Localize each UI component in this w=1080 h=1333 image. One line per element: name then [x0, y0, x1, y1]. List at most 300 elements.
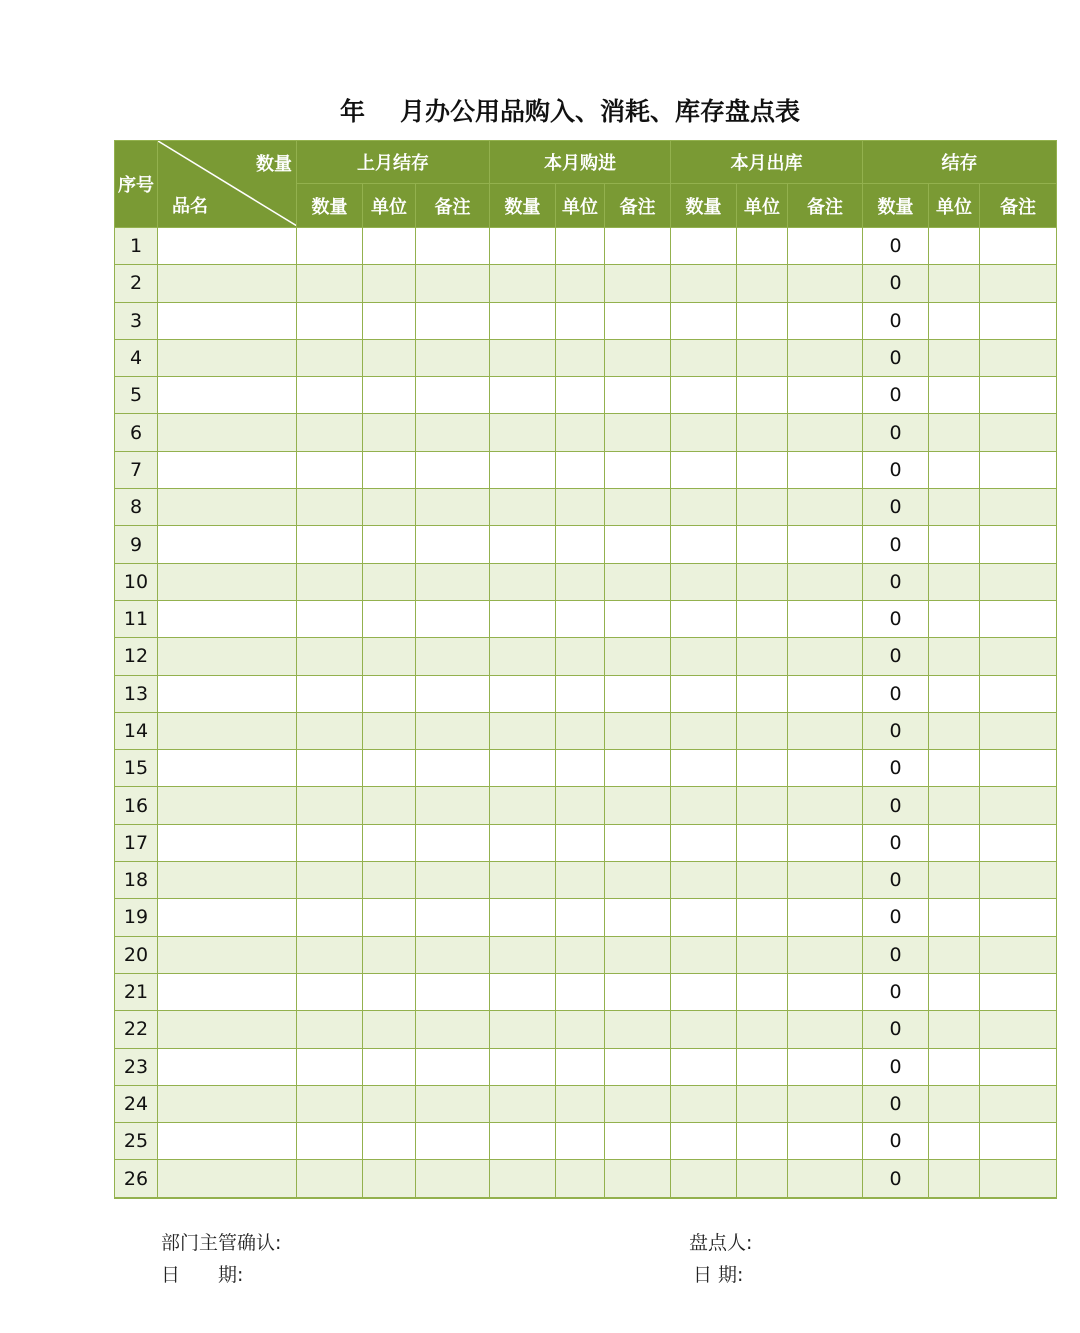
- table-cell[interactable]: [671, 1160, 737, 1198]
- table-cell[interactable]: [788, 1011, 863, 1048]
- table-cell[interactable]: [556, 1085, 605, 1122]
- item-name-cell[interactable]: [158, 377, 297, 414]
- table-cell[interactable]: [363, 451, 416, 488]
- table-cell[interactable]: [490, 265, 556, 302]
- table-cell[interactable]: [363, 1160, 416, 1198]
- table-cell[interactable]: [980, 489, 1057, 526]
- table-cell[interactable]: [671, 228, 737, 265]
- table-cell[interactable]: [363, 526, 416, 563]
- table-cell[interactable]: [363, 1048, 416, 1085]
- item-name-cell[interactable]: [158, 824, 297, 861]
- table-cell[interactable]: [929, 302, 980, 339]
- table-cell[interactable]: [980, 1085, 1057, 1122]
- balance-quantity-cell[interactable]: 0: [863, 862, 929, 899]
- table-cell[interactable]: [980, 526, 1057, 563]
- table-cell[interactable]: [416, 973, 490, 1010]
- item-name-cell[interactable]: [158, 750, 297, 787]
- table-cell[interactable]: [980, 339, 1057, 376]
- table-cell[interactable]: [297, 563, 363, 600]
- table-cell[interactable]: [929, 265, 980, 302]
- table-cell[interactable]: [416, 899, 490, 936]
- table-cell[interactable]: [605, 862, 671, 899]
- table-cell[interactable]: [556, 750, 605, 787]
- table-cell[interactable]: [671, 265, 737, 302]
- balance-quantity-cell[interactable]: 0: [863, 1160, 929, 1198]
- table-cell[interactable]: [490, 1011, 556, 1048]
- table-cell[interactable]: [363, 936, 416, 973]
- table-cell[interactable]: [671, 563, 737, 600]
- table-cell[interactable]: [737, 973, 788, 1010]
- table-cell[interactable]: [605, 1048, 671, 1085]
- item-name-cell[interactable]: [158, 973, 297, 1010]
- table-cell[interactable]: [605, 228, 671, 265]
- table-cell[interactable]: [788, 824, 863, 861]
- table-cell[interactable]: [297, 750, 363, 787]
- table-cell[interactable]: [605, 414, 671, 451]
- table-cell[interactable]: [605, 712, 671, 749]
- table-cell[interactable]: [671, 600, 737, 637]
- table-cell[interactable]: [490, 973, 556, 1010]
- table-cell[interactable]: [980, 787, 1057, 824]
- table-cell[interactable]: [929, 750, 980, 787]
- table-cell[interactable]: [416, 1123, 490, 1160]
- table-cell[interactable]: [556, 712, 605, 749]
- table-cell[interactable]: [671, 1048, 737, 1085]
- table-cell[interactable]: [363, 824, 416, 861]
- item-name-cell[interactable]: [158, 675, 297, 712]
- table-cell[interactable]: [416, 489, 490, 526]
- table-cell[interactable]: [980, 675, 1057, 712]
- table-cell[interactable]: [363, 973, 416, 1010]
- table-cell[interactable]: [737, 228, 788, 265]
- table-cell[interactable]: [490, 936, 556, 973]
- table-cell[interactable]: [363, 1085, 416, 1122]
- balance-quantity-cell[interactable]: 0: [863, 675, 929, 712]
- table-cell[interactable]: [556, 862, 605, 899]
- balance-quantity-cell[interactable]: 0: [863, 451, 929, 488]
- table-cell[interactable]: [737, 824, 788, 861]
- table-cell[interactable]: [363, 489, 416, 526]
- table-cell[interactable]: [556, 936, 605, 973]
- table-cell[interactable]: [671, 451, 737, 488]
- table-cell[interactable]: [929, 228, 980, 265]
- balance-quantity-cell[interactable]: 0: [863, 600, 929, 637]
- table-cell[interactable]: [929, 1011, 980, 1048]
- table-cell[interactable]: [671, 1085, 737, 1122]
- table-cell[interactable]: [605, 750, 671, 787]
- table-cell[interactable]: [556, 451, 605, 488]
- table-cell[interactable]: [737, 414, 788, 451]
- table-cell[interactable]: [671, 973, 737, 1010]
- table-cell[interactable]: [556, 1048, 605, 1085]
- table-cell[interactable]: [737, 377, 788, 414]
- table-cell[interactable]: [671, 1011, 737, 1048]
- table-cell[interactable]: [416, 600, 490, 637]
- table-cell[interactable]: [929, 489, 980, 526]
- table-cell[interactable]: [980, 563, 1057, 600]
- table-cell[interactable]: [737, 1123, 788, 1160]
- table-cell[interactable]: [980, 1048, 1057, 1085]
- table-cell[interactable]: [490, 712, 556, 749]
- table-cell[interactable]: [297, 899, 363, 936]
- item-name-cell[interactable]: [158, 712, 297, 749]
- table-cell[interactable]: [788, 265, 863, 302]
- item-name-cell[interactable]: [158, 489, 297, 526]
- table-cell[interactable]: [929, 414, 980, 451]
- table-cell[interactable]: [605, 339, 671, 376]
- table-cell[interactable]: [297, 265, 363, 302]
- table-cell[interactable]: [737, 787, 788, 824]
- balance-quantity-cell[interactable]: 0: [863, 489, 929, 526]
- item-name-cell[interactable]: [158, 228, 297, 265]
- table-cell[interactable]: [490, 302, 556, 339]
- table-cell[interactable]: [929, 638, 980, 675]
- table-cell[interactable]: [556, 526, 605, 563]
- table-cell[interactable]: [416, 563, 490, 600]
- table-cell[interactable]: [788, 899, 863, 936]
- table-cell[interactable]: [363, 377, 416, 414]
- table-cell[interactable]: [556, 899, 605, 936]
- table-cell[interactable]: [416, 787, 490, 824]
- table-cell[interactable]: [671, 302, 737, 339]
- table-cell[interactable]: [556, 563, 605, 600]
- balance-quantity-cell[interactable]: 0: [863, 1048, 929, 1085]
- table-cell[interactable]: [363, 787, 416, 824]
- table-cell[interactable]: [416, 824, 490, 861]
- table-cell[interactable]: [605, 1011, 671, 1048]
- table-cell[interactable]: [929, 563, 980, 600]
- table-cell[interactable]: [980, 750, 1057, 787]
- table-cell[interactable]: [605, 563, 671, 600]
- balance-quantity-cell[interactable]: 0: [863, 1123, 929, 1160]
- table-cell[interactable]: [788, 638, 863, 675]
- table-cell[interactable]: [980, 973, 1057, 1010]
- table-cell[interactable]: [297, 302, 363, 339]
- table-cell[interactable]: [929, 339, 980, 376]
- table-cell[interactable]: [605, 302, 671, 339]
- table-cell[interactable]: [788, 750, 863, 787]
- table-cell[interactable]: [929, 899, 980, 936]
- table-cell[interactable]: [737, 638, 788, 675]
- table-cell[interactable]: [490, 750, 556, 787]
- balance-quantity-cell[interactable]: 0: [863, 228, 929, 265]
- table-cell[interactable]: [980, 377, 1057, 414]
- table-cell[interactable]: [929, 675, 980, 712]
- table-cell[interactable]: [671, 638, 737, 675]
- table-cell[interactable]: [671, 787, 737, 824]
- table-cell[interactable]: [737, 862, 788, 899]
- table-cell[interactable]: [788, 563, 863, 600]
- table-cell[interactable]: [416, 936, 490, 973]
- item-name-cell[interactable]: [158, 787, 297, 824]
- table-cell[interactable]: [980, 414, 1057, 451]
- table-cell[interactable]: [556, 675, 605, 712]
- table-cell[interactable]: [297, 489, 363, 526]
- balance-quantity-cell[interactable]: 0: [863, 526, 929, 563]
- table-cell[interactable]: [788, 862, 863, 899]
- balance-quantity-cell[interactable]: 0: [863, 712, 929, 749]
- table-cell[interactable]: [363, 414, 416, 451]
- table-cell[interactable]: [416, 451, 490, 488]
- table-cell[interactable]: [490, 377, 556, 414]
- table-cell[interactable]: [980, 862, 1057, 899]
- table-cell[interactable]: [737, 563, 788, 600]
- table-cell[interactable]: [605, 1123, 671, 1160]
- table-cell[interactable]: [363, 862, 416, 899]
- table-cell[interactable]: [490, 451, 556, 488]
- table-cell[interactable]: [737, 600, 788, 637]
- table-cell[interactable]: [737, 526, 788, 563]
- table-cell[interactable]: [788, 1160, 863, 1198]
- item-name-cell[interactable]: [158, 526, 297, 563]
- table-cell[interactable]: [556, 787, 605, 824]
- table-cell[interactable]: [556, 265, 605, 302]
- table-cell[interactable]: [788, 414, 863, 451]
- table-cell[interactable]: [737, 302, 788, 339]
- balance-quantity-cell[interactable]: 0: [863, 1011, 929, 1048]
- table-cell[interactable]: [980, 712, 1057, 749]
- table-cell[interactable]: [737, 1085, 788, 1122]
- table-cell[interactable]: [788, 228, 863, 265]
- table-cell[interactable]: [556, 824, 605, 861]
- table-cell[interactable]: [605, 265, 671, 302]
- table-cell[interactable]: [416, 750, 490, 787]
- table-cell[interactable]: [416, 377, 490, 414]
- table-cell[interactable]: [416, 1160, 490, 1198]
- table-cell[interactable]: [490, 899, 556, 936]
- table-cell[interactable]: [605, 675, 671, 712]
- table-cell[interactable]: [788, 1048, 863, 1085]
- table-cell[interactable]: [490, 600, 556, 637]
- table-cell[interactable]: [556, 1011, 605, 1048]
- table-cell[interactable]: [416, 414, 490, 451]
- table-cell[interactable]: [788, 600, 863, 637]
- item-name-cell[interactable]: [158, 1123, 297, 1160]
- table-cell[interactable]: [490, 862, 556, 899]
- table-cell[interactable]: [556, 600, 605, 637]
- table-cell[interactable]: [929, 787, 980, 824]
- table-cell[interactable]: [980, 824, 1057, 861]
- item-name-cell[interactable]: [158, 1160, 297, 1198]
- table-cell[interactable]: [671, 899, 737, 936]
- table-cell[interactable]: [605, 936, 671, 973]
- item-name-cell[interactable]: [158, 1048, 297, 1085]
- table-cell[interactable]: [416, 638, 490, 675]
- balance-quantity-cell[interactable]: 0: [863, 1085, 929, 1122]
- table-cell[interactable]: [416, 265, 490, 302]
- table-cell[interactable]: [980, 600, 1057, 637]
- table-cell[interactable]: [416, 302, 490, 339]
- table-cell[interactable]: [788, 973, 863, 1010]
- table-cell[interactable]: [556, 1160, 605, 1198]
- item-name-cell[interactable]: [158, 339, 297, 376]
- table-cell[interactable]: [297, 787, 363, 824]
- table-cell[interactable]: [297, 824, 363, 861]
- table-cell[interactable]: [297, 1123, 363, 1160]
- table-cell[interactable]: [671, 526, 737, 563]
- table-cell[interactable]: [737, 750, 788, 787]
- table-cell[interactable]: [605, 787, 671, 824]
- table-cell[interactable]: [297, 862, 363, 899]
- table-cell[interactable]: [929, 1123, 980, 1160]
- table-cell[interactable]: [671, 712, 737, 749]
- table-cell[interactable]: [737, 1011, 788, 1048]
- table-cell[interactable]: [929, 377, 980, 414]
- table-cell[interactable]: [363, 1011, 416, 1048]
- table-cell[interactable]: [363, 228, 416, 265]
- table-cell[interactable]: [737, 675, 788, 712]
- table-cell[interactable]: [671, 824, 737, 861]
- table-cell[interactable]: [490, 526, 556, 563]
- table-cell[interactable]: [556, 228, 605, 265]
- table-cell[interactable]: [416, 1048, 490, 1085]
- table-cell[interactable]: [416, 1011, 490, 1048]
- table-cell[interactable]: [671, 489, 737, 526]
- item-name-cell[interactable]: [158, 862, 297, 899]
- table-cell[interactable]: [929, 712, 980, 749]
- table-cell[interactable]: [363, 675, 416, 712]
- table-cell[interactable]: [980, 1123, 1057, 1160]
- table-cell[interactable]: [671, 936, 737, 973]
- table-cell[interactable]: [788, 339, 863, 376]
- table-cell[interactable]: [490, 563, 556, 600]
- table-cell[interactable]: [788, 526, 863, 563]
- table-cell[interactable]: [363, 1123, 416, 1160]
- table-cell[interactable]: [490, 339, 556, 376]
- balance-quantity-cell[interactable]: 0: [863, 899, 929, 936]
- table-cell[interactable]: [788, 1085, 863, 1122]
- table-cell[interactable]: [671, 862, 737, 899]
- table-cell[interactable]: [980, 302, 1057, 339]
- balance-quantity-cell[interactable]: 0: [863, 302, 929, 339]
- table-cell[interactable]: [929, 824, 980, 861]
- table-cell[interactable]: [605, 899, 671, 936]
- table-cell[interactable]: [363, 600, 416, 637]
- table-cell[interactable]: [297, 600, 363, 637]
- balance-quantity-cell[interactable]: 0: [863, 750, 929, 787]
- table-cell[interactable]: [297, 451, 363, 488]
- table-cell[interactable]: [788, 936, 863, 973]
- table-cell[interactable]: [980, 936, 1057, 973]
- table-cell[interactable]: [980, 228, 1057, 265]
- table-cell[interactable]: [556, 1123, 605, 1160]
- table-cell[interactable]: [363, 265, 416, 302]
- balance-quantity-cell[interactable]: 0: [863, 563, 929, 600]
- table-cell[interactable]: [671, 339, 737, 376]
- item-name-cell[interactable]: [158, 265, 297, 302]
- item-name-cell[interactable]: [158, 899, 297, 936]
- table-cell[interactable]: [416, 862, 490, 899]
- table-cell[interactable]: [929, 1085, 980, 1122]
- table-cell[interactable]: [929, 1160, 980, 1198]
- table-cell[interactable]: [737, 339, 788, 376]
- table-cell[interactable]: [788, 1123, 863, 1160]
- table-cell[interactable]: [671, 1123, 737, 1160]
- table-cell[interactable]: [605, 526, 671, 563]
- item-name-cell[interactable]: [158, 936, 297, 973]
- table-cell[interactable]: [297, 414, 363, 451]
- table-cell[interactable]: [363, 638, 416, 675]
- table-cell[interactable]: [929, 973, 980, 1010]
- table-cell[interactable]: [297, 339, 363, 376]
- table-cell[interactable]: [297, 675, 363, 712]
- item-name-cell[interactable]: [158, 414, 297, 451]
- balance-quantity-cell[interactable]: 0: [863, 787, 929, 824]
- table-cell[interactable]: [490, 489, 556, 526]
- table-cell[interactable]: [737, 1160, 788, 1198]
- table-cell[interactable]: [490, 638, 556, 675]
- table-cell[interactable]: [788, 489, 863, 526]
- table-cell[interactable]: [605, 489, 671, 526]
- table-cell[interactable]: [556, 638, 605, 675]
- table-cell[interactable]: [297, 1011, 363, 1048]
- table-cell[interactable]: [671, 675, 737, 712]
- table-cell[interactable]: [490, 787, 556, 824]
- table-cell[interactable]: [605, 638, 671, 675]
- table-cell[interactable]: [929, 600, 980, 637]
- table-cell[interactable]: [490, 228, 556, 265]
- table-cell[interactable]: [605, 973, 671, 1010]
- item-name-cell[interactable]: [158, 600, 297, 637]
- table-cell[interactable]: [980, 451, 1057, 488]
- table-cell[interactable]: [788, 712, 863, 749]
- table-cell[interactable]: [556, 339, 605, 376]
- table-cell[interactable]: [737, 451, 788, 488]
- item-name-cell[interactable]: [158, 1011, 297, 1048]
- table-cell[interactable]: [788, 787, 863, 824]
- table-cell[interactable]: [605, 600, 671, 637]
- table-cell[interactable]: [490, 1123, 556, 1160]
- balance-quantity-cell[interactable]: 0: [863, 936, 929, 973]
- table-cell[interactable]: [671, 414, 737, 451]
- table-cell[interactable]: [929, 526, 980, 563]
- table-cell[interactable]: [737, 489, 788, 526]
- table-cell[interactable]: [671, 750, 737, 787]
- table-cell[interactable]: [556, 377, 605, 414]
- table-cell[interactable]: [363, 899, 416, 936]
- table-cell[interactable]: [297, 973, 363, 1010]
- table-cell[interactable]: [556, 302, 605, 339]
- table-cell[interactable]: [490, 1160, 556, 1198]
- balance-quantity-cell[interactable]: 0: [863, 973, 929, 1010]
- table-cell[interactable]: [490, 675, 556, 712]
- balance-quantity-cell[interactable]: 0: [863, 414, 929, 451]
- balance-quantity-cell[interactable]: 0: [863, 638, 929, 675]
- table-cell[interactable]: [556, 973, 605, 1010]
- table-cell[interactable]: [297, 1160, 363, 1198]
- table-cell[interactable]: [490, 1048, 556, 1085]
- table-cell[interactable]: [980, 1011, 1057, 1048]
- table-cell[interactable]: [363, 712, 416, 749]
- table-cell[interactable]: [737, 899, 788, 936]
- table-cell[interactable]: [416, 526, 490, 563]
- table-cell[interactable]: [556, 489, 605, 526]
- table-cell[interactable]: [671, 377, 737, 414]
- table-cell[interactable]: [490, 414, 556, 451]
- table-cell[interactable]: [297, 936, 363, 973]
- table-cell[interactable]: [737, 1048, 788, 1085]
- table-cell[interactable]: [297, 712, 363, 749]
- table-cell[interactable]: [980, 899, 1057, 936]
- table-cell[interactable]: [788, 451, 863, 488]
- table-cell[interactable]: [605, 1085, 671, 1122]
- balance-quantity-cell[interactable]: 0: [863, 824, 929, 861]
- table-cell[interactable]: [980, 1160, 1057, 1198]
- balance-quantity-cell[interactable]: 0: [863, 265, 929, 302]
- table-cell[interactable]: [929, 1048, 980, 1085]
- table-cell[interactable]: [490, 1085, 556, 1122]
- table-cell[interactable]: [297, 1048, 363, 1085]
